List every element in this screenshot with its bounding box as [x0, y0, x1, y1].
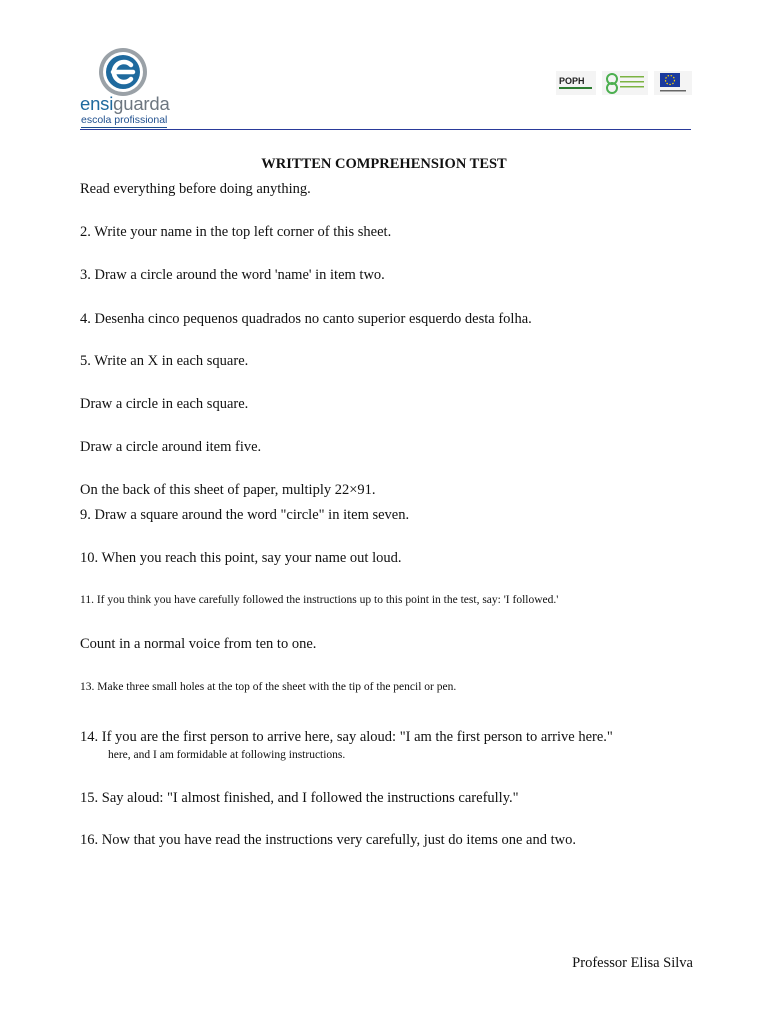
ensiguarda-logo-icon	[80, 44, 166, 96]
instruction-line: 3. Draw a circle around the word 'name' in item two.	[80, 267, 385, 283]
instruction-line: 4. Desenha cinco pequenos quadrados no canto superior esquerdo desta folha.	[80, 311, 532, 327]
instruction-line: 14. If you are the first person to arrive here, say aloud: "I am the first person to arrive here."	[80, 729, 613, 745]
instruction-line: Count in a normal voice from ten to one.	[80, 636, 317, 652]
partner-logos	[556, 70, 692, 96]
qren-logo	[602, 71, 648, 95]
instruction-line: 9. Draw a square around the word "circle" in item seven.	[80, 507, 410, 523]
letterhead	[80, 44, 692, 132]
svg-text:POPH: POPH	[559, 76, 585, 86]
instruction-line: 13. Make three small holes at the top of the sheet with the tip of the pencil or pen.	[80, 681, 457, 693]
author-signature: Professor Elisa Silva	[572, 955, 693, 971]
instruction-line: Read everything before doing anything.	[80, 181, 311, 197]
instruction-line: On the back of this sheet of paper, multiply 22×91.	[80, 482, 376, 498]
instruction-line: 15. Say aloud: "I almost finished, and I followed the instructions carefully."	[80, 790, 519, 806]
logo-subtitle: escola profissional	[81, 114, 168, 126]
header-rule	[80, 129, 691, 130]
instruction-line: 5. Write an X in each square.	[80, 353, 249, 369]
instruction-line: 10. When you reach this point, say your name out loud.	[80, 550, 402, 566]
instruction-line: 11. If you think you have carefully followed the instructions up to this point in the test, say: 'I followed.'	[80, 594, 559, 606]
instruction-line-continuation: here, and I am formidable at following instructions.	[108, 749, 346, 761]
instruction-line: 2. Write your name in the top left corner of this sheet.	[80, 224, 392, 240]
instruction-line: 16. Now that you have read the instructions very carefully, just do items one and two.	[80, 832, 576, 848]
eu-flag-logo	[654, 71, 692, 95]
page-title: WRITTEN COMPREHENSION TEST	[261, 156, 507, 172]
poph-logo	[556, 71, 596, 95]
instruction-line: Draw a circle around item five.	[80, 439, 262, 455]
instruction-line: Draw a circle in each square.	[80, 396, 249, 412]
logo-wordmark: ensiguarda	[80, 93, 170, 114]
